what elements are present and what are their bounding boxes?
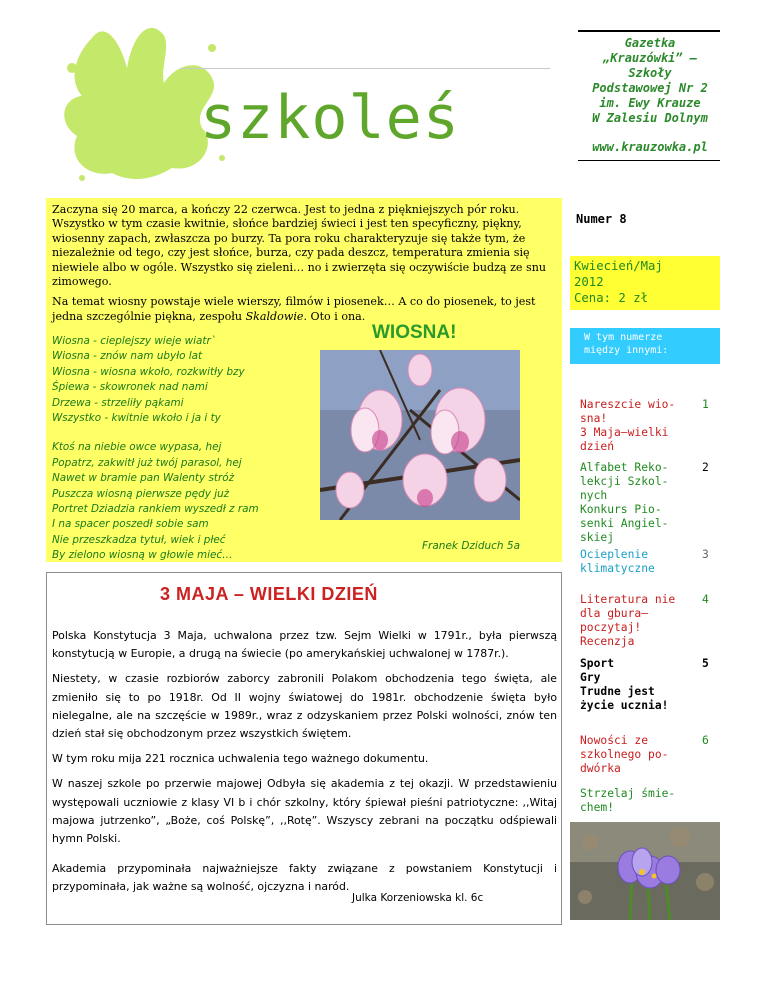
lyric-line: Wszystko - kwitnie wkoło i ja i ty	[52, 412, 221, 425]
crocus-photo	[570, 822, 720, 920]
article-paragraph: Polska Konstytucja 3 Maja, uchwalona przez tzw. Sejm Wielki w 1791r., była pierwszą konstytucją w Europie, a drugą na świecie (po amerykańskiej uchwalonej w 1787r.).	[52, 629, 557, 661]
toc-entry-line: dwórka	[580, 762, 621, 775]
description-line: Szkoły	[628, 66, 672, 80]
masthead-bottom-rule	[578, 160, 720, 161]
issue-info	[574, 258, 663, 306]
article-paragraph: W naszej szkole po przerwie majowej Odbyła się akademia z tej okazji. W przedstawieniu występowali uczniowie z klasy VI b i chór szkolny, który śpiewał pieśni patriotyczne: ,,Witaj majowa jutrzenko”, „Boże, coś Polskę”, ,,Rotę”. Wszyscy zebrani na początku odśpiewali hymn Polski.	[52, 777, 557, 846]
toc-entry-line: Literatura nie	[580, 593, 676, 606]
lyric-line: Ktoś na niebie owce wypasa, hej	[52, 441, 222, 454]
toc-entry[interactable]	[580, 657, 720, 713]
newspaper-description	[580, 36, 720, 126]
toc-entry-line: sna!	[580, 412, 608, 425]
toc-entry-line: Strzelaj śmie-	[580, 787, 676, 800]
toc-entry[interactable]	[580, 548, 720, 576]
magnolia-photo	[320, 350, 520, 520]
issue-year: 2012	[574, 275, 604, 289]
article-paragraph: Niestety, w czasie rozbiorów zaborcy zabronili Polakom obchodzenia tego święta, ale zmieniło się to po 1918r. Od II wojny światowej do 1981r. obchodzenie święta było nielegalne, ale na szczęście w 1989r., wraz z odzyskaniem przez Polski wolności, znów ten dzień stał się obchodzonym przez wszystkich świętem.	[52, 672, 557, 741]
header-divider	[180, 68, 550, 69]
lyric-line: Puszcza wiosną pierwsze pędy już	[52, 487, 230, 500]
toc-page-number: 2	[702, 461, 709, 474]
toc-entry-line: Nareszcie wio-	[580, 398, 676, 411]
stanza-1	[52, 334, 282, 426]
intro-text-end: . Oto i ona.	[303, 309, 366, 323]
article-author: Julka Korzeniowska kl. 6c	[352, 892, 484, 904]
article-body	[52, 627, 557, 904]
toc-entry[interactable]	[580, 787, 720, 815]
toc-page-number: 1	[702, 398, 709, 411]
description-line: Gazetka	[624, 36, 676, 50]
toc-entry-line: Konkurs Pio-	[580, 503, 662, 516]
lyric-line: Nawet w bramie pan Walenty stróż	[52, 472, 235, 485]
song-title: WIOSNA!	[372, 322, 457, 343]
toc-page-number: 4	[702, 593, 709, 606]
toc-entry-line: 3 Maja—wielki	[580, 426, 669, 439]
description-line: Podstawowej Nr 2	[592, 81, 708, 95]
lyric-line: Nie przeszkadza tytuł, wiek i płeć	[52, 533, 226, 546]
toc-entry-line: dzień	[580, 440, 615, 453]
intro-paragraph: Zaczyna się 20 marca, a kończy 22 czerwca. Jest to jedna z piękniejszych pór roku. Wszystko w tym czasie kwitnie, słońce bardziej świeci i jest ten specyficzny, piękny, wiosenny zapach, zwłaszcza po burzy. Ta pora roku charakteryzuje się także tym, że niezależnie od tego, czy jest słońce, burza, czy pada deszcz, temperatura zmienia się niewiele albo w ogóle. Wszystko się zieleni… no i zwierzęta się oczywiście budzą ze snu zimowego.	[52, 203, 546, 289]
article-paragraph: Akademia przypominała najważniejsze fakty związane z powstaniem Konstytucji i przypominała, jak ważne są wolność, ojczyzna i naród.	[52, 862, 557, 894]
issue-date: Kwiecień/Maj	[574, 259, 663, 273]
description-line: W Zalesiu Dolnym	[592, 111, 708, 125]
masthead-top-rule	[578, 30, 720, 32]
toc-entry-line: lekcji Szkol-	[580, 475, 669, 488]
toc-entry-line: klimatyczne	[580, 562, 655, 575]
spring-author: Franek Dziduch 5a	[422, 540, 521, 552]
toc-entry-line: Recenzja	[580, 635, 635, 648]
toc-entry[interactable]	[580, 461, 720, 545]
lyric-line: Śpiewa - skowronek nad nami	[52, 381, 208, 394]
lyric-line: Portret Dziadzia rankiem wyszedł z ram	[52, 503, 259, 516]
intro-text: Na temat wiosny powstaje wiele wierszy, filmów i piosenek… A co do piosenek, to jest jedna szczególnie piękna, zespołu	[52, 295, 536, 323]
lyric-line: Popatrz, zakwitł już twój parasol, hej	[52, 456, 242, 469]
spring-intro	[52, 203, 557, 330]
toc-entry-line: nych	[580, 489, 608, 502]
toc-page-number: 3	[702, 548, 709, 561]
toc-entry-line: poczytaj!	[580, 621, 642, 634]
toc-entry-line: chem!	[580, 801, 615, 814]
toc-page-number: 5	[702, 657, 709, 670]
lyric-line: Drzewa - strzeliły pąkami	[52, 396, 184, 409]
toc-entry[interactable]	[580, 398, 720, 454]
lyric-line: Wiosna - cieplejszy wieje wiatr`	[52, 335, 216, 347]
toc-entry-line: Sport	[580, 657, 615, 670]
toc-page-number: 6	[702, 734, 709, 747]
lyric-line: I na spacer poszedł sobie sam	[52, 518, 209, 531]
toc-entry-line: Ocieplenie	[580, 548, 649, 561]
toc-entry-line: dla gbura—	[580, 607, 649, 620]
toc-header	[584, 331, 668, 357]
toc-entry-line: Trudne jest	[580, 685, 655, 698]
toc-header-line: W tym numerze	[584, 332, 663, 343]
toc-entry-line: skiej	[580, 531, 615, 544]
toc-entry[interactable]	[580, 593, 720, 649]
toc-entry-line: Nowości ze	[580, 734, 649, 747]
toc-header-line: między innymi:	[584, 345, 669, 356]
song-lyrics	[52, 334, 282, 578]
issue-price: Cena: 2 zł	[574, 291, 649, 305]
article-title: 3 MAJA – WIELKI DZIEŃ	[160, 584, 378, 604]
description-line: „Krauzówki” –	[603, 51, 697, 65]
description-line: im. Ewy Krauze	[599, 96, 701, 110]
lyric-line: Wiosna - wiosna wkoło, rozkwitły bzy	[52, 365, 245, 378]
website-link[interactable]: www.krauzowka.pl	[592, 140, 708, 154]
toc-entry-line: senki Angiel-	[580, 517, 669, 530]
band-name: Skaldowie	[245, 309, 304, 323]
toc-entry-line: Gry	[580, 671, 601, 684]
article-paragraph: W tym roku mija 221 rocznica uchwalenia tego ważnego dokumentu.	[52, 752, 429, 766]
lyric-line: By zielono wiosną w głowie mieć…	[52, 549, 233, 562]
intro-paragraph	[52, 295, 557, 324]
newspaper-title: szkoleś	[200, 83, 460, 153]
toc-entry[interactable]	[580, 734, 720, 776]
lyric-line: Wiosna - znów nam ubyło lat	[52, 350, 203, 363]
issue-number: Numer 8	[576, 212, 627, 226]
toc-entry-line: szkolnego po-	[580, 748, 669, 761]
toc-entry-line: życie ucznia!	[580, 699, 669, 712]
stanza-2	[52, 440, 282, 563]
toc-entry-line: Alfabet Reko-	[580, 461, 669, 474]
